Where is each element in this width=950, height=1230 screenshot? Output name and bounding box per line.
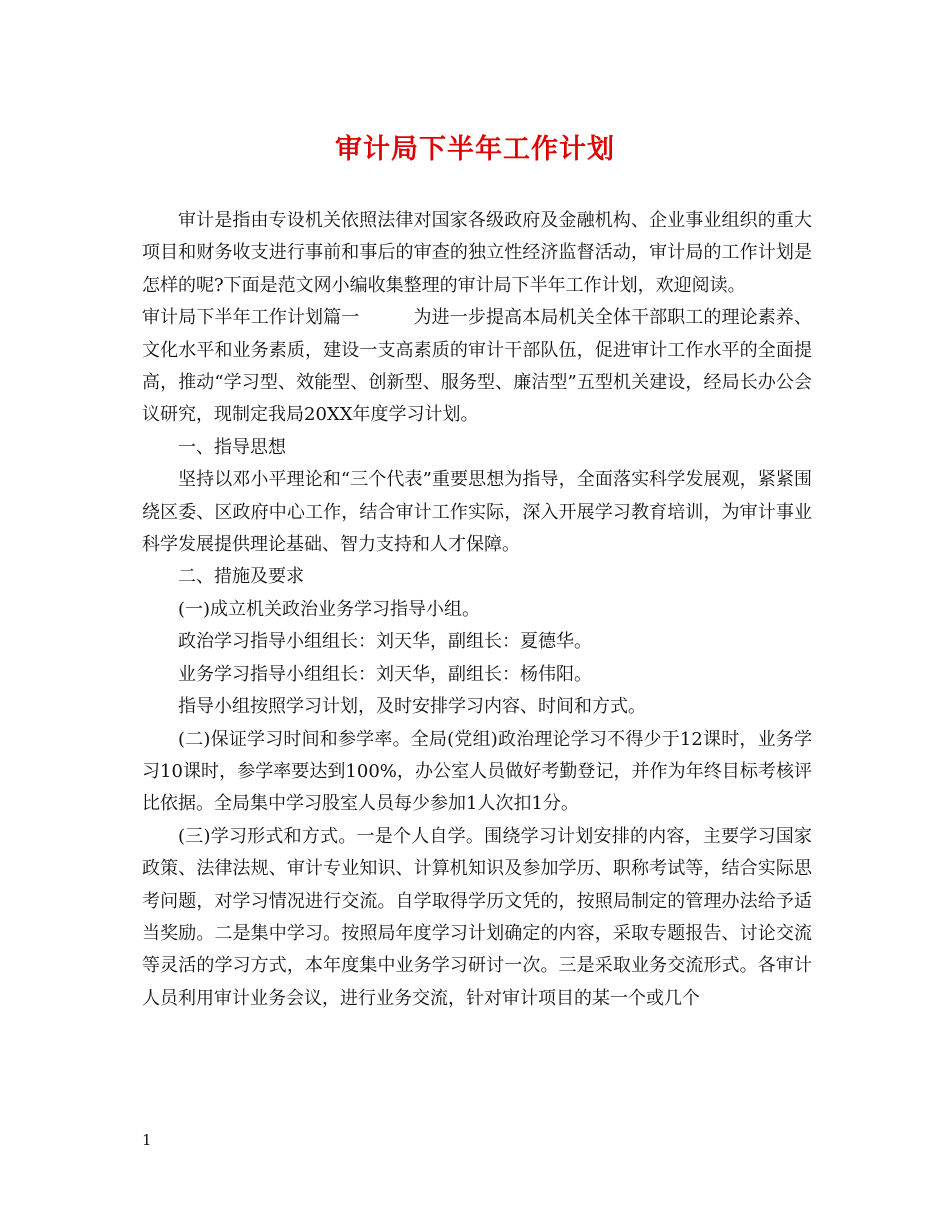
page-number: 1 (142, 1131, 152, 1149)
political-group-line: 政治学习指导小组组长：刘天华，副组长：夏德华。 (178, 631, 592, 653)
measure-item-2: (二)保证学习时间和参学率。全局(党组)政治理论学习不得少于12课时，业务学习10课时，参学率要达到100%，办公室人员做好考勤登记，并作为年终目标考核评比依据。全局集中学习股室人员每少参加1人次扣1分。 (142, 728, 812, 815)
measure-item-1: (一)成立机关政治业务学习指导小组。 (178, 598, 481, 620)
section-heading: 审计局下半年工作计划篇一 (142, 307, 360, 329)
business-group-line: 业务学习指导小组组长：刘天华，副组长：杨伟阳。 (178, 663, 592, 685)
section-intro: 为进一步提高本局机关全体干部职工的理论素养、文化水平和业务素质，建设一支高素质的审计干部队伍，促进审计工作水平的全面提高，推动“学习型、效能型、创新型、服务型、廉洁型”五型机关建设，经局长办公会议研究，现制定我局20XX年度学习计划。 (142, 307, 813, 426)
document-body (142, 205, 812, 1015)
group-duty-line: 指导小组按照学习计划，及时安排学习内容、时间和方式。 (178, 696, 646, 718)
intro-paragraph: 审计是指由专设机关依照法律对国家各级政府及金融机构、企业事业组织的重大项目和财务收支进行事前和事后的审查的独立性经济监督活动，审计局的工作计划是怎样的呢?下面是范文网小编收集整理的审计局下半年工作计划，欢迎阅读。 (142, 210, 812, 296)
heading-measures: 二、措施及要求 (178, 566, 304, 588)
heading-guiding-ideology: 一、指导思想 (178, 436, 286, 458)
guiding-ideology-paragraph: 坚持以邓小平理论和“三个代表”重要思想为指导，全面落实科学发展观，紧紧围绕区委、区政府中心工作，结合审计工作实际，深入开展学习教育培训，为审计事业科学发展提供理论基础、智力支持和人才保障。 (142, 469, 812, 556)
section-paragraph (142, 302, 812, 432)
measure-item-3: (三)学习形式和方式。一是个人自学。围绕学习计划安排的内容，主要学习国家政策、法律法规、审计专业知识、计算机知识及参加学历、职称考试等，结合实际思考问题，对学习情况进行交流。自学取得学历文凭的，按照局制定的管理办法给予适当奖励。二是集中学习。按照局年度学习计划确定的内容，采取专题报告、讨论交流等灵活的学习方式，本年度集中业务学习研讨一次。三是采取业务交流形式。各审计人员利用审计业务会议，进行业务交流，针对审计项目的某一个或几个 (142, 825, 812, 1009)
document-title: 审计局下半年工作计划 (335, 134, 615, 165)
